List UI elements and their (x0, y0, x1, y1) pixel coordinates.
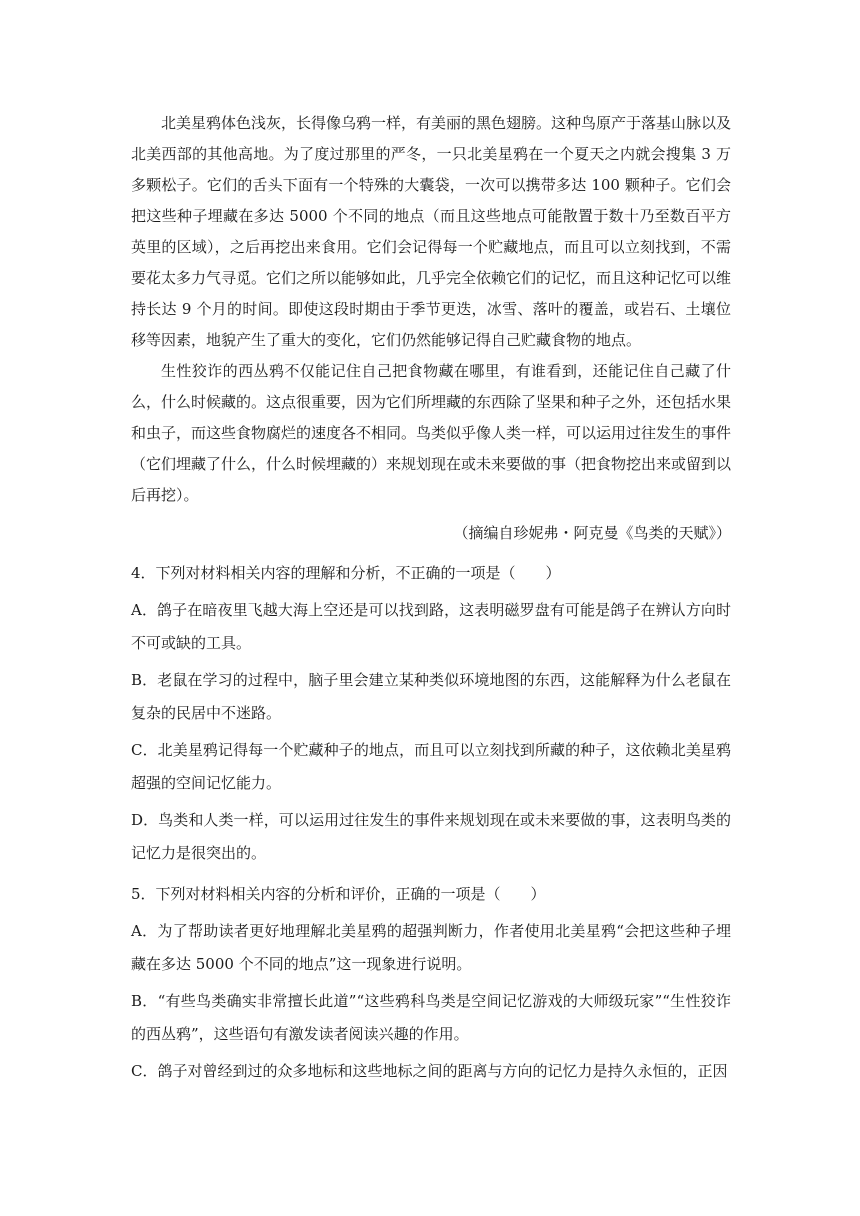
passage-source: （摘编自珍妮弗・阿克曼《鸟类的天赋》） (453, 524, 731, 542)
question-stem: 4．下列对材料相关内容的理解和分析，不正确的一项是（ ） (131, 564, 561, 582)
option-b: B．老鼠在学习的过程中，脑子里会建立某种类似环境地图的东西，这能解释为什么老鼠在复杂的民居中不迷路。 (131, 671, 731, 722)
option-d: D．鸟类和人类一样，可以运用过往发生的事件来规划现在或未来要做的事，这表明鸟类的记忆力是很突出的。 (131, 811, 731, 862)
question-4 (131, 557, 731, 870)
question-stem: 5．下列对材料相关内容的分析和评价，正确的一项是（ ） (131, 885, 546, 903)
passage-paragraph-1: 北美星鸦体色浅灰，长得像乌鸦一样，有美丽的黑色翅膀。这种鸟原产于落基山脉以及北美西部的其他高地。为了度过那里的严冬，一只北美星鸦在一个夏天之内就会搜集 3 万多颗松子。它们的舌头下面有一个特殊的大囊袋，一次可以携带多达 100 颗种子。它们会把这些种子埋藏在多达 5000 个不同的地点（而且这些地点可能散置于数十乃至数百平方英里的区域），之后再挖出来食用。它们会记得每一个贮藏地点，而且可以立刻找到，不需要花太多力气寻觅。它们之所以能够如此，几乎完全依赖它们的记忆，而且这种记忆可以维持长达 9 个月的时间。即使这段时期由于季节更迭，冰雪、落叶的覆盖，或岩石、土壤位移等因素，地貌产生了重大的变化，它们仍然能够记得自己贮藏食物的地点。 (131, 114, 732, 349)
option-b: B．“有些鸟类确实非常擅长此道”“这些鸦科鸟类是空间记忆游戏的大师级玩家”“生性狡诈的西丛鸦”，这些语句有激发读者阅读兴趣的作用。 (131, 992, 731, 1043)
option-c: C．鸽子对曾经到过的众多地标和这些地标之间的距离与方向的记忆力是持久永恒的，正因 (131, 1062, 728, 1080)
option-a: A．鸽子在暗夜里飞越大海上空还是可以找到路，这表明磁罗盘有可能是鸽子在辨认方向时不可或缺的工具。 (131, 601, 731, 652)
passage-paragraph-2: 生性狡诈的西丛鸦不仅能记住自己把食物藏在哪里，有谁看到，还能记住自己藏了什么，什么时候藏的。这点很重要，因为它们所埋藏的东西除了坚果和种子之外，还包括水果和虫子，而这些食物腐烂的速度各不相同。鸟类似乎像人类一样，可以运用过往发生的事件（它们埋藏了什么，什么时候埋藏的）来规划现在或未来要做的事（把食物挖出来或留到以后再挖）。 (131, 362, 732, 504)
document-page (131, 108, 731, 1088)
option-a: A．为了帮助读者更好地理解北美星鸦的超强判断力，作者使用北美星鸦“会把这些种子埋藏在多达 5000 个不同的地点”这一现象进行说明。 (131, 922, 731, 973)
option-c: C．北美星鸦记得每一个贮藏种子的地点，而且可以立刻找到所藏的种子，这依赖北美星鸦超强的空间记忆能力。 (131, 741, 731, 792)
question-5 (131, 878, 731, 1088)
